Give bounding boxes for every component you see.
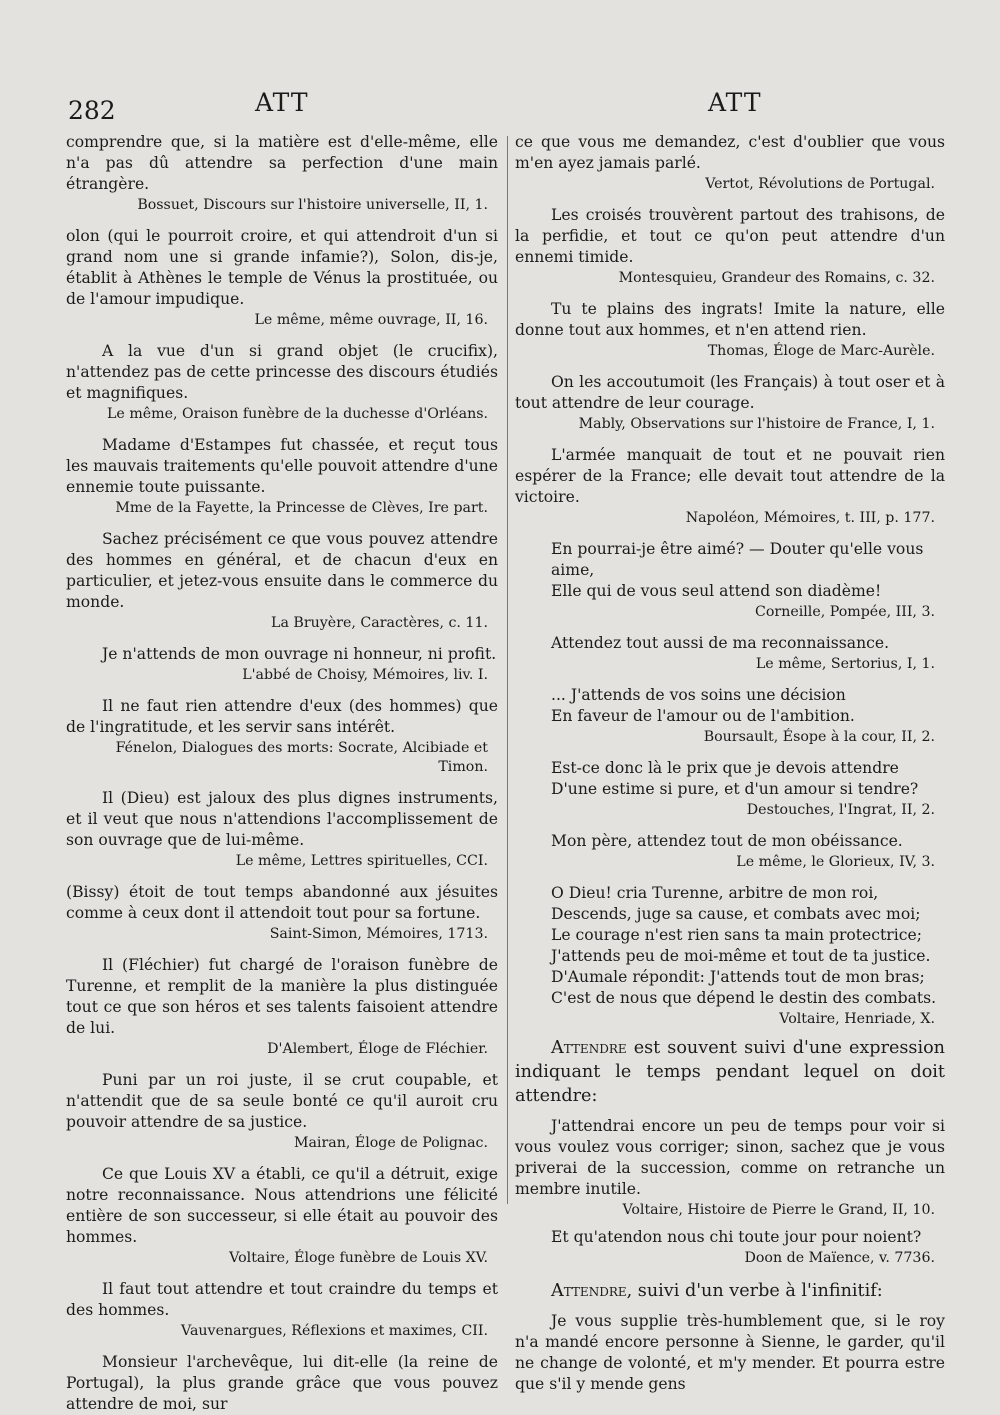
page-number: 282: [68, 96, 116, 125]
quote-text: Puni par un roi juste, il se crut coupable, et n'attendit que de sa seule bonté ce qu'il auroit cru pouvoir attendre de sa justice.: [66, 1071, 498, 1131]
quote-text: J'attendrai encore un peu de temps pour voir si vous voulez vous corriger; sinon, sachez que je vous priverai de la succession, comme on retranche un membre inutile.: [515, 1117, 945, 1198]
running-head-left: ATT: [255, 88, 309, 117]
quote-source: Le même, le Glorieux, IV, 3.: [736, 854, 935, 870]
quote-text: Il (Dieu) est jaloux des plus dignes instruments, et il veut que nous n'attendions l'accomplissement de son ouvrage que de lui-même.: [66, 789, 498, 849]
quote-source: D'Alembert, Éloge de Fléchier.: [267, 1041, 488, 1057]
quote-source: Doon de Maïence, v. 7736.: [744, 1250, 935, 1266]
quote-text: Monsieur l'archevêque, lui dit-elle (la reine de Portugal), la plus grande grâce que vous pouvez attendre de moi, sur: [66, 1353, 498, 1413]
quote-source: Bossuet, Discours sur l'histoire universelle, II, 1.: [137, 197, 488, 213]
quote-source: Voltaire, Histoire de Pierre le Grand, II, 10.: [622, 1202, 935, 1218]
quote-text: L'armée manquait de tout et ne pouvait rien espérer de la France; elle devait tout attendre de la victoire.: [515, 446, 945, 506]
verse-line: Attendez tout aussi de ma reconnaissance.: [551, 634, 890, 652]
verse-line: Le courage n'est rien sans ta main protectrice;: [551, 926, 922, 944]
quote-source: Corneille, Pompée, III, 3.: [755, 604, 935, 620]
section-heading-text: , suivi d'un verbe à l'infinitif:: [626, 1281, 883, 1301]
quote-source: Destouches, l'Ingrat, II, 2.: [746, 802, 935, 818]
quote-source: Le même, Sertorius, I, 1.: [755, 656, 935, 672]
quote-text: Il (Fléchier) fut chargé de l'oraison funèbre de Turenne, et remplit de la manière la plus distinguée tout ce que son héros et ses talents faisoient attendre de lui.: [66, 956, 498, 1037]
quote-source: Montesquieu, Grandeur des Romains, c. 32.: [618, 270, 935, 286]
quote-text: Il faut tout attendre et tout craindre du temps et des hommes.: [66, 1280, 498, 1319]
quote-text: A la vue d'un si grand objet (le crucifix), n'attendez pas de cette princesse des discours étudiés et magnifiques.: [66, 342, 498, 402]
column-divider: [507, 136, 508, 1204]
quote-source: Vauvenargues, Réflexions et maximes, CII.: [181, 1323, 488, 1339]
quote-text: Madame d'Estampes fut chassée, et reçut tous les mauvais traitements qu'elle pouvoit attendre d'une ennemie toute puissante.: [66, 436, 498, 496]
quote-source: Saint-Simon, Mémoires, 1713.: [269, 926, 488, 942]
verse-line: Mon père, attendez tout de mon obéissance.: [551, 832, 903, 850]
quote-text: ce que vous me demandez, c'est d'oublier que vous m'en ayez jamais parlé.: [515, 133, 945, 172]
quote-source: Mairan, Éloge de Polignac.: [293, 1135, 488, 1151]
quote-text: comprendre que, si la matière est d'elle-même, elle n'a pas dû attendre sa perfection d'une main étrangère.: [66, 133, 498, 193]
quote-text: On les accoutumoit (les Français) à tout oser et à tout attendre de leur courage.: [515, 373, 945, 412]
quote-text: (Bissy) étoit de tout temps abandonné aux jésuites comme à ceux dont il attendoit tout pour sa fortune.: [66, 883, 498, 922]
verse-line: Elle qui de vous seul attend son diadème!: [551, 582, 882, 600]
quote-source: La Bruyère, Caractères, c. 11.: [271, 615, 488, 631]
quote-source: Le même, même ouvrage, II, 16.: [254, 312, 488, 328]
section-heading-text: est souvent suivi d'une expression indiquant le temps pendant lequel on doit attendre:: [515, 1038, 945, 1106]
running-head-right: ATT: [708, 88, 762, 117]
quote-source: Mably, Observations sur l'histoire de France, I, 1.: [578, 416, 935, 432]
verse-line: En faveur de l'amour ou de l'ambition.: [551, 707, 855, 725]
quote-source: L'abbé de Choisy, Mémoires, liv. I.: [242, 667, 488, 683]
quote-text: Ce que Louis XV a établi, ce qu'il a détruit, exige notre reconnaissance. Nous attendrions une félicité entière de son successeur, si elle était au pouvoir des hommes.: [66, 1165, 498, 1246]
verse-line: C'est de nous que dépend le destin des combats.: [551, 989, 937, 1007]
verse-line: Descends, juge sa cause, et combats avec moi;: [551, 905, 921, 923]
verse-line: Est-ce donc là le prix que je devois attendre: [551, 759, 899, 777]
quote-source: Fénelon, Dialogues des morts: Socrate, Alcibiade et Timon.: [115, 740, 488, 775]
quote-text: Je n'attends de mon ouvrage ni honneur, ni profit.: [102, 645, 497, 663]
quote-text: olon (qui le pourroit croire, et qui attendroit d'un si grand nom une si grande infamie?), Solon, dis-je, établit à Athènes le temple de Vénus la prostituée, ou de l'amour impudique.: [66, 227, 498, 308]
quote-source: Vertot, Révolutions de Portugal.: [705, 176, 935, 192]
quote-text: Je vous supplie très-humblement que, si le roy n'a mandé encore personne à Sienne, le garder, qu'il ne change de volonté, et m'y mender. Et pourra estre que s'il y mende gens: [515, 1312, 945, 1393]
verse-line: En pourrai-je être aimé? — Douter qu'elle vous aime,: [551, 540, 924, 579]
verse-line: O Dieu! cria Turenne, arbitre de mon roi,: [551, 884, 879, 902]
section-heading: [515, 1279, 945, 1303]
quote-text: Il ne faut rien attendre d'eux (des hommes) que de l'ingratitude, et les servir sans intérêt.: [66, 697, 498, 736]
quote-text: Sachez précisément ce que vous pouvez attendre des hommes en général, et de chacun d'eux en particulier, et jetez-vous ensuite dans le commerce du monde.: [66, 530, 498, 611]
quote-source: Voltaire, Éloge funèbre de Louis XV.: [229, 1250, 488, 1266]
verse-line: D'une estime si pure, et d'un amour si tendre?: [551, 780, 919, 798]
quote-source: Voltaire, Henriade, X.: [779, 1011, 935, 1027]
quote-source: Le même, Lettres spirituelles, CCI.: [235, 853, 488, 869]
right-column: [515, 132, 945, 1395]
verse-line: ... J'attends de vos soins une décision: [551, 686, 846, 704]
section-heading: [515, 1036, 945, 1108]
quote-text: Et qu'atendon nous chi toute jour pour noient?: [551, 1228, 922, 1246]
quote-text: Les croisés trouvèrent partout des trahisons, de la perfidie, et tout ce qu'on peut attendre d'un ennemi timide.: [515, 206, 945, 266]
quote-source: Boursault, Ésope à la cour, II, 2.: [703, 729, 935, 745]
quote-source: Mme de la Fayette, la Princesse de Clèves, Ire part.: [115, 500, 488, 516]
quote-text: Tu te plains des ingrats! Imite la nature, elle donne tout aux hommes, et n'en attend rien.: [515, 300, 945, 339]
quote-source: Napoléon, Mémoires, t. III, p. 177.: [685, 510, 935, 526]
quote-source: Thomas, Éloge de Marc-Aurèle.: [707, 343, 935, 359]
left-column: [66, 132, 498, 1415]
verse-line: J'attends peu de moi-même et tout de ta justice.: [551, 947, 931, 965]
section-keyword: Attendre: [551, 1281, 627, 1301]
verse-line: D'Aumale répondit: J'attends tout de mon bras;: [551, 968, 925, 986]
section-keyword: Attendre: [551, 1038, 627, 1058]
quote-source: Le même, Oraison funèbre de la duchesse d'Orléans.: [107, 406, 488, 422]
